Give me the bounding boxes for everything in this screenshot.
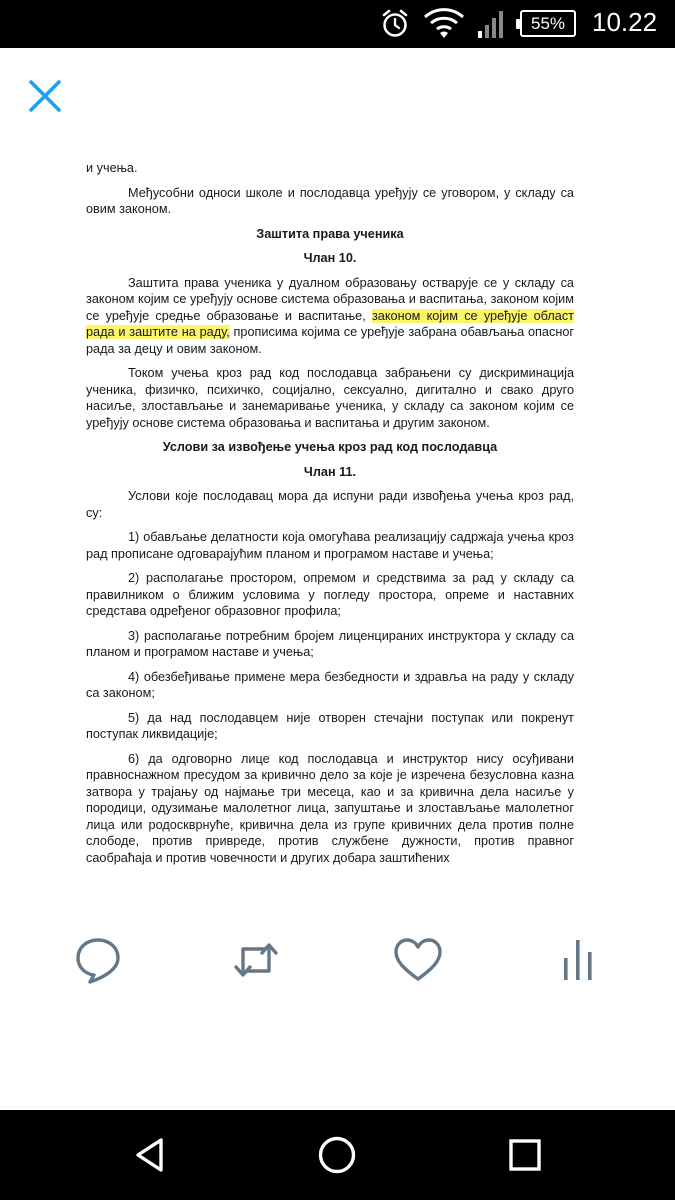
document-page [86,160,574,866]
navigation-bar [0,1110,675,1200]
doc-para-protection-b: прописима којима се уређује забрана обављања опасног рада за децу и овим законом. [86,325,575,356]
analytics-icon[interactable] [552,934,604,986]
doc-para-discrimination: Током учења кроз рад код послодавца забрањени су дискриминација ученика, физичко, психичко, социјално, сексуално, дигитално и свако друго насиље, злостављање и занемаривање ученика, у складу са законом којим се уређују основе система образовања и васпитања и другим законом. [86,366,574,430]
close-icon[interactable] [20,70,72,122]
alarm-icon [378,0,412,48]
cell-signal-icon [476,0,506,48]
battery-percent: 55% [530,13,566,33]
doc-highlight: законом којим се уређује област рада и заштите на раду, [86,308,574,339]
doc-para-conditions-intro: Услови које послодавац мора да испуни ради извођења учења кроз рад, су: [86,489,574,520]
doc-list-item: 1) обављање делатности која омогућава реализацију садржаја учења кроз рад прописане одговарајућим планом и програмом наставе и учења; [86,530,574,561]
status-bar [0,0,675,48]
doc-para-protection-a: Заштита права ученика у дуалном образовању остварује се у складу са законом којим се уређују основе система образовања и васпитања, законом којим се уређује средње образовање и васпитање, [86,275,574,323]
doc-article-10: Члан 10. [303,251,357,265]
home-icon[interactable] [314,1132,360,1178]
retweet-icon[interactable] [230,934,282,986]
doc-list-item: 3) располагање потребним бројем лиценцираних инструктора у складу са планом и програмом наставе и учења; [86,628,574,659]
doc-list-item: 2) располагање простором, опремом и средствима за рад у складу са правилником о ближим условима у погледу простора, опреме и наставних средстава одређеног образовног профила; [86,571,574,618]
doc-heading-protection: Заштита права ученика [256,226,404,241]
wifi-icon [422,0,466,48]
reply-icon[interactable] [72,934,124,986]
doc-line-intro: и учења. [86,161,138,175]
doc-list-item: 4) обезбеђивање примене мера безбедности и здравља на раду у складу са законом; [86,669,574,700]
doc-list-item: 6) да одговорно лице код послодавца и инструктор нису осуђивани правноснажном пресудом за кривично дело за које је изречена безусловна казна затвора у трајању од најмање три месеца, као и за кривична дела насиље у породици, одузимање малолетног лица, запуштање и злостављање малолетног лица или родоскврнуће, кривична дела из групе кривичних дела против полне слободе, против привреде, против службене дужности, против правног саобраћаја и против човечности и других добара заштићених [86,751,574,865]
doc-list-item: 5) да над послодавцем није отворен стечајни поступак или покренут поступак ликвидације; [86,710,574,741]
doc-para-protection [86,275,574,358]
recents-icon[interactable] [502,1132,548,1178]
doc-heading-conditions: Услови за извођење учења кроз рад код послодавца [162,440,498,454]
back-icon[interactable] [128,1132,174,1178]
like-icon[interactable] [392,934,444,986]
clock: 10.22 [592,7,658,37]
doc-para-relations: Међусобни односи школе и послодавца уређују се уговором, у складу са овим законом. [86,185,574,216]
doc-article-11: Члан 11. [303,464,357,479]
battery-icon [520,10,576,37]
